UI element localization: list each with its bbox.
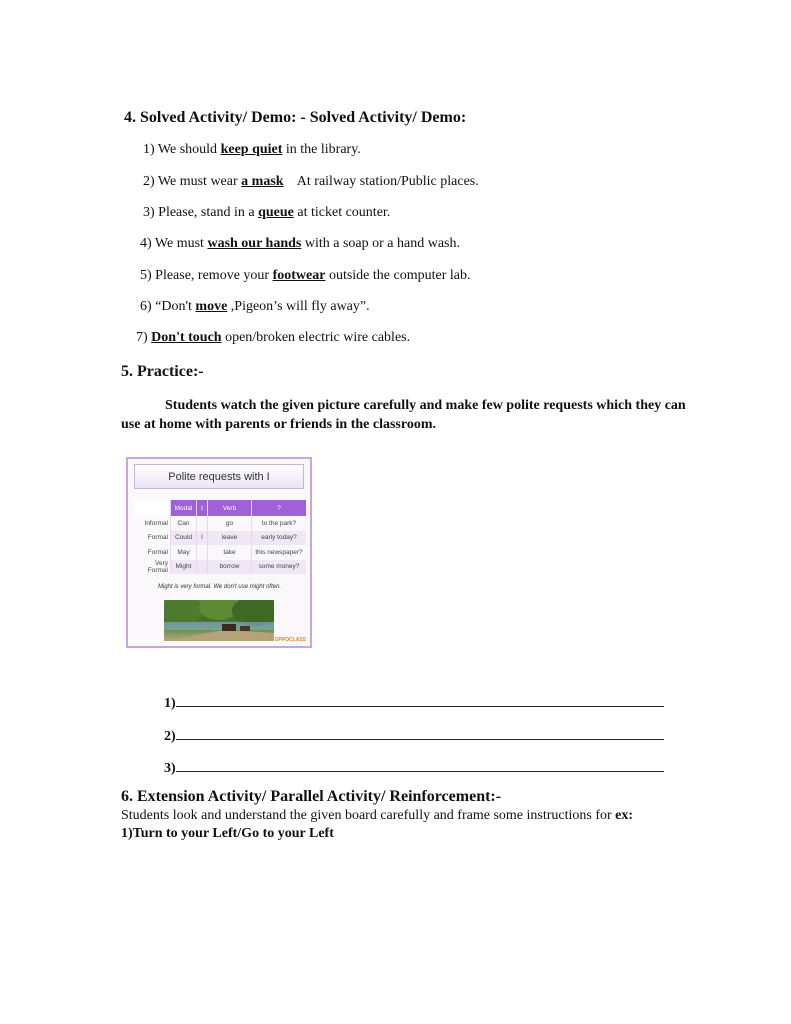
practice-instruction: Students watch the given picture carefully and make few polite requests which they can use at home with parents or friends in the classroom. bbox=[121, 398, 686, 432]
section-5-heading: 5. Practice:- bbox=[121, 363, 204, 380]
table-row: Formal Could I leave early today? bbox=[134, 531, 306, 546]
polite-requests-slide bbox=[126, 457, 312, 648]
table-row: Very Formal Might borrow some money? bbox=[134, 560, 306, 575]
header-subject: I bbox=[197, 500, 208, 516]
demo-item-6: 6) “Don't move ,Pigeon’s will fly away”. bbox=[140, 299, 370, 314]
demo-item-7: 7) Don't touch open/broken electric wire cables. bbox=[136, 330, 411, 345]
slide-title: Polite requests with I bbox=[134, 464, 304, 489]
header-modal: Modal bbox=[171, 500, 197, 516]
slide-note: Might is very formal. We don't use might often. bbox=[158, 584, 282, 590]
section-4-heading: 4. Solved Activity/ Demo: - Solved Activity/ Demo: bbox=[124, 109, 467, 126]
extension-instruction: Students look and understand the given board carefully and frame some instructions for ex: bbox=[121, 808, 634, 823]
demo-item-2: 2) We must wear a mask At railway station/Public places. bbox=[143, 174, 479, 189]
section-6-heading: 6. Extension Activity/ Parallel Activity/ Reinforcement:- bbox=[121, 788, 502, 805]
answer-line-3[interactable]: 3) bbox=[164, 758, 664, 777]
answer-line-1[interactable]: 1) bbox=[164, 693, 664, 712]
demo-item-5: 5) Please, remove your footwear outside the computer lab. bbox=[140, 268, 471, 283]
table-row: Formal May take this newspaper? bbox=[134, 545, 306, 560]
oppoclass-logo: OPPOCLASS bbox=[274, 637, 306, 643]
table-row: Informal Can go to the park? bbox=[134, 516, 306, 531]
header-verb: Verb bbox=[208, 500, 252, 516]
header-question: ? bbox=[252, 500, 307, 516]
demo-item-1: 1) We should keep quiet in the library. bbox=[143, 142, 361, 157]
demo-item-4: 4) We must wash our hands with a soap or a hand wash. bbox=[140, 236, 460, 251]
answer-line-2[interactable]: 2) bbox=[164, 726, 664, 745]
park-photo bbox=[164, 600, 274, 641]
extension-example: 1)Turn to your Left/Go to your Left bbox=[121, 826, 334, 841]
modal-table bbox=[134, 500, 306, 574]
demo-item-3: 3) Please, stand in a queue at ticket counter. bbox=[143, 205, 391, 220]
